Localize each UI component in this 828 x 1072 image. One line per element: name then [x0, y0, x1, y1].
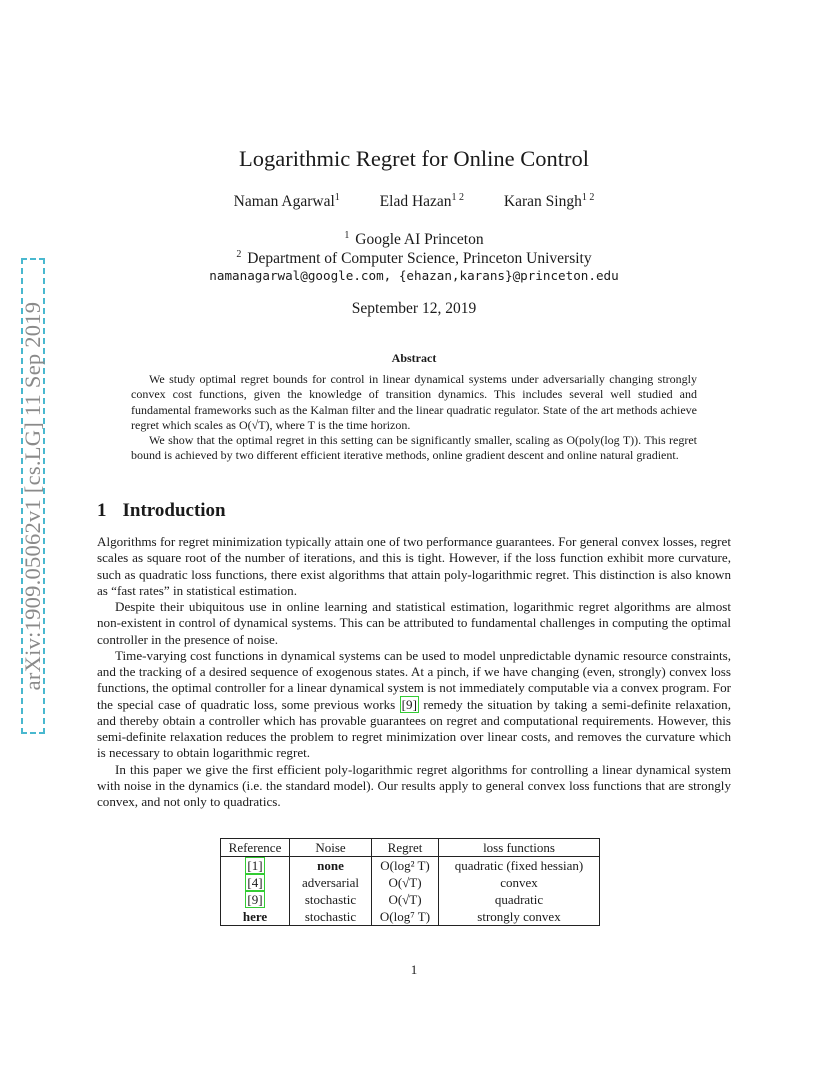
table-row [221, 891, 600, 908]
paper-date: September 12, 2019 [351, 300, 477, 317]
table-header-cell: Noise [290, 839, 372, 857]
table-cell [221, 891, 290, 908]
citation-link[interactable]: [9] [401, 696, 417, 712]
citation-link[interactable]: [4] [247, 875, 263, 890]
table-cell: convex [439, 874, 600, 891]
table-cell: quadratic (fixed hessian) [439, 857, 600, 875]
table-cell: O(log⁷ T) [372, 908, 439, 926]
comparison-table [220, 838, 600, 926]
section-number: 1 [97, 500, 107, 521]
table-cell: none [290, 857, 372, 875]
body-paragraph: Algorithms for regret minimization typically attain one of two performance guarantees. For general convex losses, regret scales as square root of the number of iterations, and this is tight. However, if the loss function exhibit more curvature, such as quadratic loss functions, there exist algorithms that attain poly-logarithmic regret. This distinction is also known as “fast rates” in statistical estimation. [97, 534, 731, 598]
body-paragraph: In this paper we give the first efficient poly-logarithmic regret algorithms for controlling a linear dynamical system with noise in the dynamics (i.e. the standard model). Our results apply to general convex loss functions that are strongly convex, and not only to quadratics. [97, 761, 731, 809]
table-header-cell: Regret [372, 839, 439, 857]
table-cell: adversarial [290, 874, 372, 891]
citation-link[interactable]: [1] [247, 858, 263, 873]
abstract-paragraph: We show that the optimal regret in this setting can be significantly smaller, scaling as O(poly(log T)). This regret bound is achieved by two different efficient iterative methods, online gradient descent and online natural gradient. [131, 433, 697, 463]
arxiv-stamp: arXiv:1909.05062v1 [cs.LG] 11 Sep 2019 [20, 301, 45, 691]
table-cell: strongly convex [439, 908, 600, 926]
citation-link[interactable]: [9] [247, 892, 263, 907]
abstract-body [131, 372, 697, 464]
author: Karan Singh$^{1 2}$ [503, 192, 595, 210]
table-cell: stochastic [290, 891, 372, 908]
abstract-heading: Abstract [391, 351, 437, 365]
author: Naman Agarwal$^1$ [233, 192, 340, 210]
table-cell: quadratic [439, 891, 600, 908]
table-row [221, 874, 600, 891]
table-cell: O(√T) [372, 874, 439, 891]
body-paragraph: Despite their ubiquitous use in online learning and statistical estimation, logarithmic regret algorithms are almost non-existent in control of dynamical systems. This can be attributed to fundamental challenges in computing the optimal controller in the presence of noise. [97, 599, 731, 647]
section-heading [97, 500, 226, 522]
table-cell: O(log² T) [372, 857, 439, 875]
affiliation: $^1$ Google AI Princeton [344, 230, 484, 248]
table-cell: stochastic [290, 908, 372, 926]
paper-title: Logarithmic Regret for Online Control [239, 146, 589, 171]
abstract-paragraph: We study optimal regret bounds for control in linear dynamical systems under adversarially changing strongly convex cost functions, given the knowledge of transition dynamics. This includes several well studied and fundamental frameworks such as the Kalman filter and the linear quadratic regulator. State of the art methods achieve regret which scales as O(√T), where T is the time horizon. [131, 372, 697, 432]
table-row [221, 857, 600, 875]
table-cell: O(√T) [372, 891, 439, 908]
author-emails: namanagarwal@google.com, {ehazan,karans}@princeton.edu [209, 268, 619, 283]
introduction-body [97, 534, 731, 810]
section-title: Introduction [122, 500, 226, 521]
author: Elad Hazan$^{1 2}$ [379, 192, 465, 210]
page-number: 1 [410, 962, 418, 977]
table-header-row [221, 839, 600, 857]
table-header-cell: loss functions [439, 839, 600, 857]
table-cell: here [221, 908, 290, 926]
body-paragraph: Time-varying cost functions in dynamical systems can be used to model unpredictable dynamic resource constraints, and the tracking of a desired sequence of exogenous states. At a pinch, if we have changing (even, strongly) convex loss functions, the optimal controller for a linear dynamical system is not immediately computable via a convex program. For the special case of quadratic loss, some previous works [9] remedy the situation by taking a semi-definite relaxation, and thereby obtain a controller which has provable guarantees on regret and computational requirements. However, this semi-definite relaxation reduces the problem to regret minimization over linear costs, and removes the curvature which is necessary to obtain logarithmic regret. [97, 647, 731, 761]
table-row [221, 908, 600, 926]
affiliation: $^2$ Department of Computer Science, Princeton University [236, 249, 592, 267]
author-list [0, 192, 828, 211]
table-cell [221, 874, 290, 891]
table-cell [221, 857, 290, 875]
table-header-cell: Reference [221, 839, 290, 857]
